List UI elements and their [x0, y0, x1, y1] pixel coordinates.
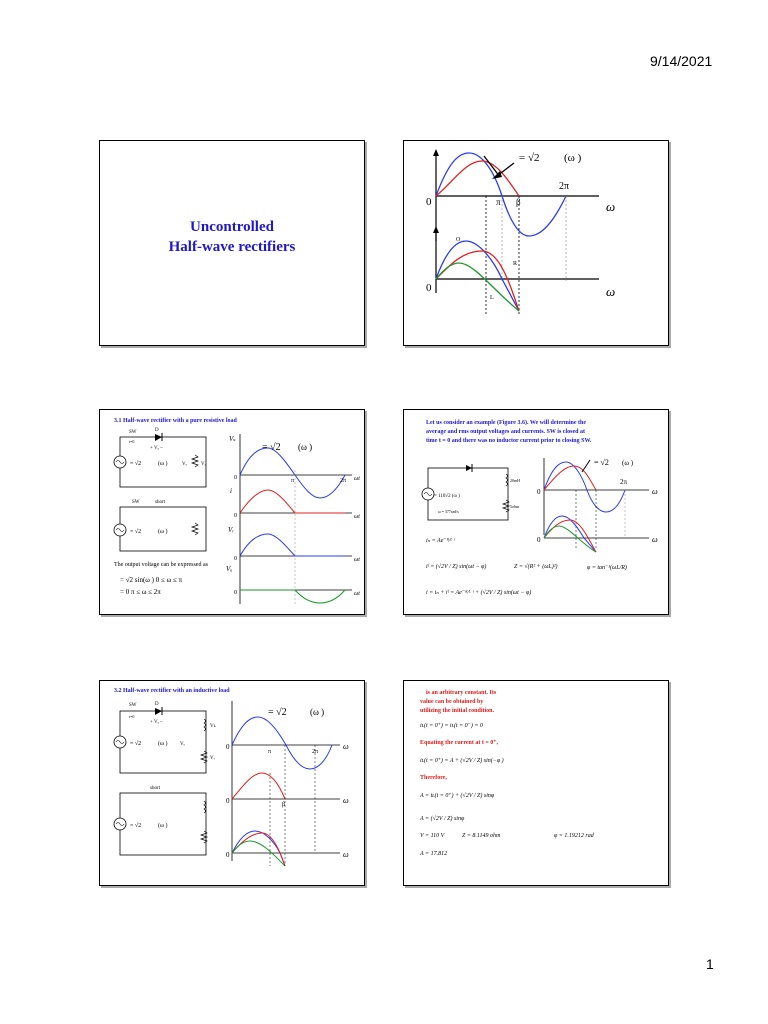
- ind-vo-label: Vₒ: [180, 742, 186, 747]
- slide4-heading-3: time t = 0 and there was no inductor current prior to closing SW.: [426, 438, 592, 444]
- eq-z-value: Z = 8.1149 ohm: [462, 833, 501, 839]
- resistor-value: 5ohm: [510, 504, 520, 509]
- red-text-5: Therefore,: [420, 775, 447, 781]
- ex-omega-axis-bottom: ω: [652, 535, 658, 544]
- slide5-heading: 3.2 Half-wave rectifier with an inductive load: [114, 688, 230, 694]
- curve-o-label: O: [456, 237, 461, 243]
- eq-a-simplified: A = (√2V / Z) sinφ: [420, 816, 465, 822]
- eq-forced-current: iᶠ = (√2V / Z) sin(ωt − φ): [426, 564, 487, 570]
- two-pi-label: 2π: [559, 181, 570, 192]
- slide-title-text: [100, 217, 364, 257]
- eq-a-expression: A = iʟ(t = 0⁺) + (√2V / Z) sinφ: [420, 793, 495, 799]
- red-text-3: utilizing the initial condition.: [420, 708, 495, 714]
- inductive-circuit-and-graphs: [100, 681, 364, 885]
- output-eq1: = √2 sin(ω ) 0 ≤ ω ≤ π: [120, 576, 183, 584]
- g-wt-label-4: ωt: [354, 591, 360, 597]
- g-label-vd: Vₐ: [226, 565, 233, 573]
- ind-g-pi: π: [268, 749, 272, 755]
- slide4-heading-1: Let us consider an example (Figure 3.6). We will determine the: [426, 420, 586, 426]
- ind-short-label: short: [150, 786, 160, 791]
- g-label-vs: Vₛ: [229, 435, 236, 443]
- ex-two-pi-label: 2π: [620, 478, 628, 486]
- ind-vd-label: + Vₐ –: [150, 720, 163, 725]
- output-eq2: = 0 π ≤ ω ≤ 2π: [120, 588, 161, 596]
- g-wt-label-2: ωt: [354, 514, 360, 520]
- ind-g-2pi: 2π: [312, 749, 319, 755]
- ex-omega-label: (ω ): [622, 459, 634, 467]
- eq-phi-value: φ = 1.19212 rad: [554, 833, 594, 839]
- slide-example: [403, 409, 669, 615]
- ind-g-zero-3: 0: [226, 851, 230, 859]
- sw-label: SW: [129, 430, 137, 435]
- title-line-1: Uncontrolled: [190, 219, 274, 235]
- slide-inductive-load: [99, 680, 365, 886]
- ind-g-omega: (ω ): [310, 707, 325, 717]
- g-label-vr: Vᵣ: [228, 526, 234, 534]
- ind-g-omega-axis-3: ω: [343, 850, 349, 859]
- eq-a-value: A = 17.812: [420, 851, 448, 857]
- omega-label: (ω ): [564, 152, 582, 164]
- omega-axis-top: ω: [606, 199, 616, 214]
- g-zero-4: 0: [234, 590, 237, 596]
- inductor-value: 20mH: [510, 478, 520, 483]
- page-number: 1: [706, 956, 714, 972]
- eq-total-current: i = iₙ + iᶠ = Ae⁻ᴿ⁄ᴸ ᵗ + (√2V / Z) sin(ωt − φ): [426, 590, 532, 596]
- ind-g-omega-axis-2: ω: [343, 796, 349, 805]
- slide-waveforms: [403, 140, 669, 346]
- page-date: 9/14/2021: [650, 53, 713, 69]
- slide-initial-condition: [403, 680, 669, 886]
- g-zero-3: 0: [234, 556, 237, 562]
- circuit-source-label: = 110√2 (ω ): [434, 494, 460, 499]
- ind-omega2-label: (ω ): [158, 823, 168, 829]
- curve-l-label: L: [490, 295, 494, 301]
- ex-omega-axis-top: ω: [652, 487, 658, 496]
- ex-zero-bottom: 0: [537, 536, 541, 544]
- eq-natural-current: iₙ = Ae⁻ᴿ⁄ᴸ ᵗ: [426, 538, 456, 544]
- source2-label: = √2: [130, 529, 142, 535]
- slide-title: [99, 140, 365, 346]
- vd-label: + Vₐ –: [150, 446, 163, 451]
- ind-omega-label: (ω ): [158, 741, 168, 747]
- g-pi-label: π: [291, 478, 295, 484]
- sw2-label: SW: [132, 500, 140, 505]
- eq-phase-angle: φ = tan⁻¹(ωL/R): [587, 565, 627, 571]
- ind-vl-label: Vʟ: [210, 724, 216, 729]
- ind-sw-label: SW: [129, 703, 137, 708]
- curve-r-label: R: [513, 261, 518, 267]
- d-label: D: [155, 428, 159, 433]
- vr-label: Vᵣ: [201, 462, 206, 467]
- short-label: short: [155, 500, 165, 505]
- g-wt-label-1: ωt: [354, 476, 360, 482]
- g-eq-label: = √2: [262, 442, 281, 453]
- slide4-heading-2: average and rms output voltages and currents. SW is closed at: [426, 429, 585, 435]
- ind-g-omega-axis-1: ω: [343, 742, 349, 751]
- slide-resistive-load: [99, 409, 365, 615]
- ind-source2-label: = √2: [130, 823, 142, 829]
- g-omega-label: (ω ): [298, 442, 313, 452]
- omega-source-label: (ω ): [158, 461, 168, 467]
- beta-label: β: [516, 197, 521, 207]
- eq-label: = √2: [519, 152, 540, 164]
- ind-g-zero-2: 0: [226, 797, 230, 805]
- zero-label-top: 0: [426, 196, 432, 208]
- ind-d-label: D: [155, 702, 159, 707]
- waveform-graph: [404, 141, 668, 345]
- pi-label: π: [496, 197, 501, 207]
- eq-impedance: Z = √(R² + (ωL)²): [514, 564, 558, 570]
- g-zero-1: 0: [234, 475, 237, 481]
- t0-label: t=0: [129, 439, 135, 444]
- title-line-2: Half-wave rectifiers: [168, 239, 296, 255]
- eq-v-value: V = 110 V: [420, 833, 445, 839]
- output-voltage-text: The output voltage can be expressed as: [114, 562, 208, 568]
- g-label-i: i: [230, 487, 232, 495]
- zero-label-bottom: 0: [426, 282, 432, 294]
- ex-zero-top: 0: [537, 488, 541, 496]
- vo-label: Vₒ: [182, 462, 188, 467]
- eq-initial-current: iʟ(t = 0⁺) = iʟ(t = 0⁻) = 0: [420, 723, 483, 729]
- omega2-label: (ω ): [158, 529, 168, 535]
- ind-g-eq: = √2: [268, 707, 287, 718]
- circuit-w-label: ω = 377rad/s: [438, 509, 459, 514]
- ind-vr-label: Vᵣ: [210, 756, 215, 761]
- ex-eq-label: = √2: [594, 458, 609, 467]
- g-zero-2: 0: [234, 513, 237, 519]
- ind-t0-label: t=0: [129, 714, 135, 719]
- ind-source-label: = √2: [130, 741, 142, 747]
- g-wt-label-3: ωt: [354, 557, 360, 563]
- g-2pi-label: 2π: [340, 478, 347, 484]
- slide3-heading: 3.1 Half-wave rectifier with a pure resistive load: [114, 418, 237, 424]
- ind-g-beta: β: [282, 802, 286, 808]
- source-label: = √2: [130, 461, 142, 467]
- red-text-4: Equating the current at t = 0⁺,: [420, 740, 498, 746]
- omega-axis-bottom: ω: [606, 284, 616, 299]
- eq-equate-current: iʟ(t = 0⁺) = A + (√2V / Z) sin(−φ ): [420, 758, 504, 764]
- red-text-2: value can be obtained by: [420, 699, 484, 705]
- red-text-1: is an arbitrary constant. Its: [426, 690, 497, 696]
- example-circuit-and-graph: [404, 410, 668, 614]
- ind-g-zero-1: 0: [226, 743, 230, 751]
